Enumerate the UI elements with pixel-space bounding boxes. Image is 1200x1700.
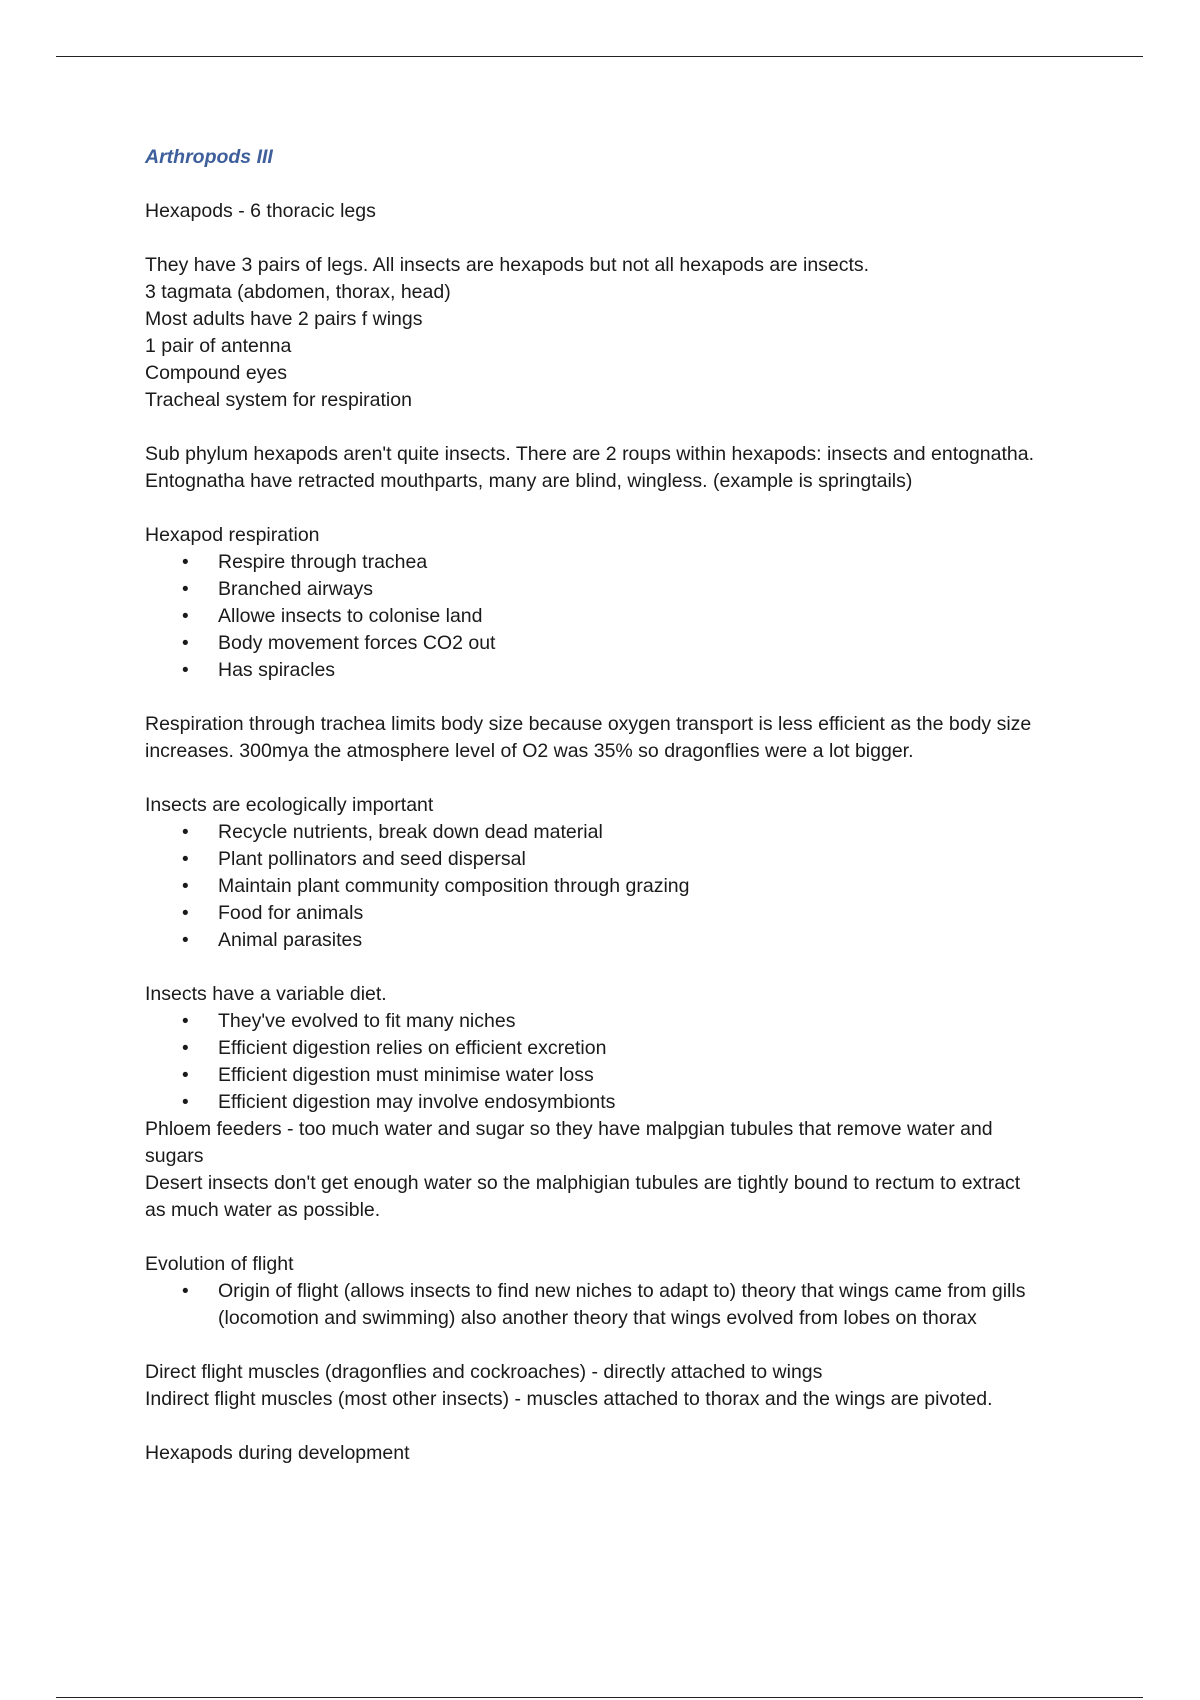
list-item: • Efficient digestion must minimise water loss: [145, 1062, 1045, 1089]
hexapods-heading: Hexapods - 6 thoracic legs: [145, 200, 376, 222]
feature-line: 1 pair of antenna: [145, 335, 292, 357]
spacer: [145, 225, 1045, 252]
feature-line: 3 tagmata (abdomen, thorax, head): [145, 281, 451, 303]
spacer: [145, 1413, 1045, 1440]
feature-line: They have 3 pairs of legs. All insects are hexapods but not all hexapods are insects.: [145, 254, 870, 276]
direct-flight-paragraph: Direct flight muscles (dragonflies and cockroaches) - directly attached to wings: [145, 1361, 823, 1383]
feature-line: Most adults have 2 pairs f wings: [145, 308, 423, 330]
phloem-paragraph: Phloem feeders - too much water and sugar so they have malpgian tubules that remove water and sugars: [145, 1118, 993, 1167]
flight-list: [145, 1278, 1045, 1332]
document-title: Arthropods III: [145, 146, 273, 168]
list-item: • Body movement forces CO2 out: [145, 630, 1045, 657]
respiration-list: [145, 549, 1045, 684]
respiration-section: [145, 522, 1045, 684]
list-item: • Plant pollinators and seed dispersal: [145, 846, 1045, 873]
feature-line: Compound eyes: [145, 362, 288, 384]
list-item: • Respire through trachea: [145, 549, 1045, 576]
development-heading: Hexapods during development: [145, 1442, 410, 1464]
footer-rule: [56, 1697, 1143, 1698]
flight-section: [145, 1251, 1045, 1413]
flight-heading: Evolution of flight: [145, 1253, 294, 1275]
list-item: • Allowe insects to colonise land: [145, 603, 1045, 630]
list-item: • Efficient digestion relies on efficient excretion: [145, 1035, 1045, 1062]
diet-heading: Insects have a variable diet.: [145, 983, 387, 1005]
desert-paragraph: Desert insects don't get enough water so the malphigian tubules are tightly bound to rectum to extract as much water as possible.: [145, 1172, 1021, 1221]
respiration-heading: Hexapod respiration: [145, 524, 320, 546]
list-item: • Recycle nutrients, break down dead material: [145, 819, 1045, 846]
diet-section: [145, 981, 1045, 1224]
ecology-section: [145, 792, 1045, 954]
ecology-list: [145, 819, 1045, 954]
spacer: [145, 414, 1045, 441]
features-block: [145, 252, 1045, 414]
spacer: [145, 1332, 1045, 1359]
spacer: [145, 495, 1045, 522]
indirect-flight-paragraph: Indirect flight muscles (most other insects) - muscles attached to thorax and the wings are pivoted.: [145, 1388, 993, 1410]
subphylum-block: [145, 441, 1045, 495]
ecology-heading: Insects are ecologically important: [145, 794, 434, 816]
spacer: [145, 684, 1045, 711]
spacer: [145, 765, 1045, 792]
spacer: [145, 1224, 1045, 1251]
list-item: • Animal parasites: [145, 927, 1045, 954]
list-item: • Food for animals: [145, 900, 1045, 927]
document-body: [145, 144, 1045, 1467]
list-item: • Maintain plant community composition through grazing: [145, 873, 1045, 900]
list-item: • They've evolved to fit many niches: [145, 1008, 1045, 1035]
subphylum-paragraph: Sub phylum hexapods aren't quite insects. There are 2 roups within hexapods: insects and entognatha.: [145, 443, 1035, 465]
list-item: • Branched airways: [145, 576, 1045, 603]
diet-list: [145, 1008, 1045, 1116]
body-size-paragraph: Respiration through trachea limits body size because oxygen transport is less efficient as the body size increases. 300mya the atmosphere level of O2 was 35% so dragonflies were a lot bigger.: [145, 713, 1032, 762]
list-item: • Efficient digestion may involve endosymbionts: [145, 1089, 1045, 1116]
spacer: [145, 954, 1045, 981]
header-rule: [56, 56, 1143, 57]
list-item: • Origin of flight (allows insects to find new niches to adapt to) theory that wings came from gills (locomotion and swimming) also another theory that wings evolved from lobes on thorax: [145, 1278, 1045, 1332]
feature-line: Tracheal system for respiration: [145, 389, 412, 411]
list-item: • Has spiracles: [145, 657, 1045, 684]
entognatha-paragraph: Entognatha have retracted mouthparts, many are blind, wingless. (example is springtails): [145, 470, 913, 492]
